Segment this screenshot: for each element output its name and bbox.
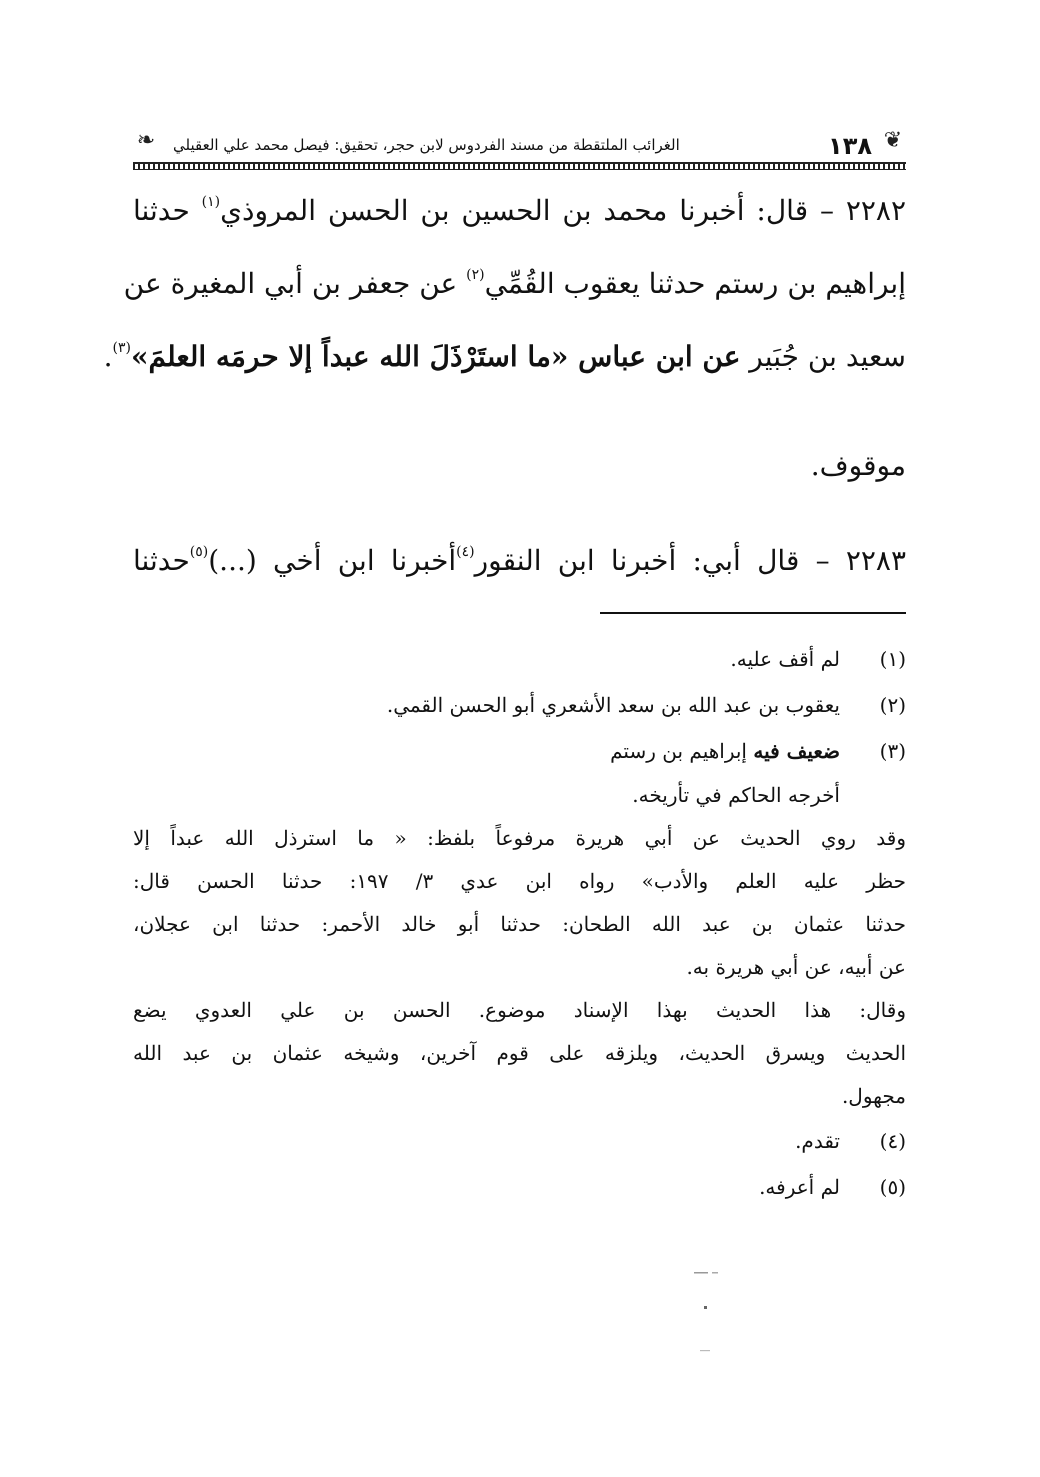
footnotes: [133, 636, 906, 1210]
footnote-number: (٤): [879, 1129, 906, 1153]
hadith-2282-line-3: [103, 331, 906, 404]
header-rule: [133, 162, 906, 170]
hadith-2282-line-2: [123, 258, 906, 331]
footnote-number: (٢): [879, 693, 906, 717]
footnote-3-line: وقال: هذا الحديث بهذا الإسناد موضوع. الحسن بن علي العدوي يضع: [133, 998, 906, 1022]
footnote-ref-4: (٤): [456, 544, 475, 560]
running-title: الغرائب الملتقطة من مسند الفردوس لابن حجر، تحقيق: فيصل محمد علي العقيلي: [173, 136, 680, 154]
footnote-3-line: حظر عليه العلم والأدب» رواه ابن عدي ٣/ ١٩٧: حدثنا الحسن قال:: [133, 869, 906, 893]
verdict: موقوف.: [810, 449, 906, 482]
footnote-3-line: حدثنا عثمان بن عبد الله الطحان: حدثنا أبو خالد الأحمر: حدثنا ابن عجلان،: [133, 912, 906, 936]
running-header: [133, 122, 906, 168]
page-number: ١٣٨: [828, 132, 872, 160]
footnote-3-line: عن أبيه، عن أبي هريرة به.: [686, 955, 906, 979]
hadith-text: ٢٢٨٢ – قال: أخبرنا محمد بن الحسين بن الحسن المروذي: [220, 194, 906, 227]
footnote-3-body-full: [133, 817, 906, 1118]
hadith-2282-line-1: [133, 185, 906, 258]
hadith-matn: عن ابن عباس «ما استَرْذَلَ الله عبداً إلا حرمَه العلمَ»: [130, 340, 741, 373]
footnote-text: لم أقف عليه.: [730, 647, 840, 671]
footnote-ref-2: (٢): [466, 267, 485, 283]
footnote-5: [133, 1164, 906, 1210]
footnote-3-line: مجهول.: [841, 1084, 906, 1108]
footnote-text: لم أعرفه.: [759, 1175, 840, 1199]
footnote-ref-3: (٣): [112, 340, 131, 356]
footnote-ref-5: (٥): [189, 544, 209, 560]
hadith-text: إبراهيم بن رستم حدثنا يعقوب القُمِّي: [484, 267, 906, 300]
footnote-text: يعقوب بن عبد الله بن سعد الأشعري أبو الحسن القمي.: [386, 693, 840, 717]
footnote-number: (٥): [879, 1175, 906, 1199]
hadith-text: .: [103, 340, 113, 373]
footnote-1: [133, 636, 906, 682]
footnote-2: [133, 682, 906, 728]
footnote-separator: [600, 612, 906, 614]
hadith-2283: [133, 535, 906, 587]
footnote-text: تقدم.: [795, 1129, 840, 1153]
hadith-text: حدثنا: [133, 544, 190, 577]
footnote-grade: ضعيف فيه: [753, 739, 840, 763]
footnote-3-line: أخرجه الحاكم في تأريخه.: [632, 783, 840, 807]
footnote-3-body-indented: [133, 774, 840, 817]
hadith-text: عن جعفر بن أبي المغيرة عن: [123, 267, 467, 300]
scan-specks: [690, 1270, 730, 1360]
hadith-text: سعيد بن جُبَير: [740, 340, 906, 373]
hadith-text: ٢٢٨٣ – قال أبي: أخبرنا ابن النقور: [474, 544, 906, 577]
footnote-3-line: الحديث ويسرق الحديث، ويلزقه على قوم آخرين، وشيخه عثمان بن عبد الله: [133, 1041, 907, 1065]
hadith-text: أخبرنا ابن أخي (...): [208, 544, 457, 577]
footnote-text-rest: إبراهيم بن رستم: [610, 739, 754, 763]
footnote-number: (١): [879, 647, 906, 671]
footnote-3: [133, 728, 906, 774]
footnote-number: (٣): [879, 739, 906, 763]
ornament-right-icon: ❦: [883, 128, 903, 153]
footnote-text: [133, 728, 840, 774]
hadith-2282: [103, 185, 906, 404]
ornament-left-icon: ❧: [136, 128, 156, 153]
footnote-4: [133, 1118, 906, 1164]
footnote-ref-1: (١): [201, 194, 221, 210]
hadith-text: حدثنا: [133, 194, 202, 227]
footnote-3-line: وقد روي الحديث عن أبي هريرة مرفوعاً بلفظ: « ما استرذل الله عبداً إلا: [133, 826, 906, 850]
